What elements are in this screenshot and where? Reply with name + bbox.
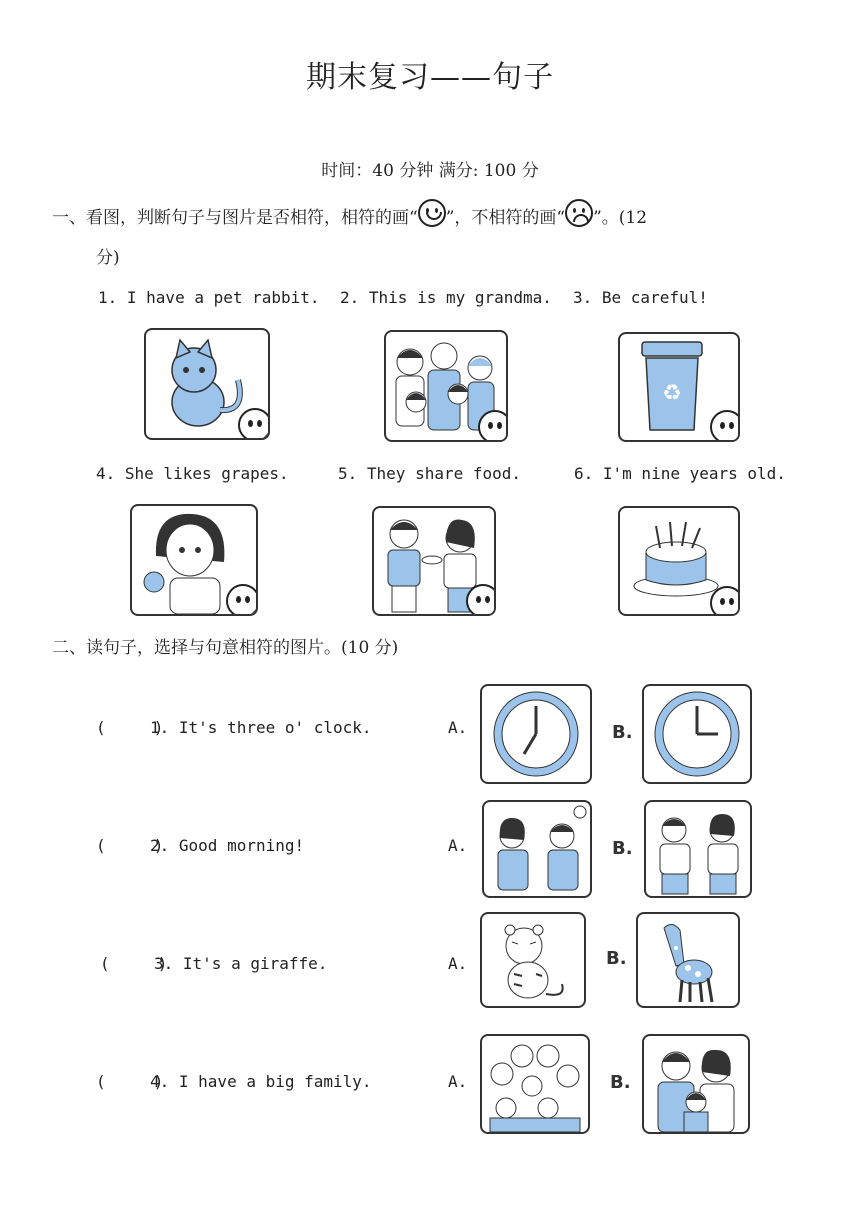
- smiley-icon[interactable]: [710, 410, 740, 442]
- svg-text:♻: ♻: [662, 381, 682, 406]
- q2-item-1: 1. It's three o' clock.: [150, 718, 372, 737]
- smiley-icon[interactable]: [238, 408, 270, 440]
- option-b-label: B.: [612, 722, 633, 743]
- option-b-label: B.: [610, 1072, 631, 1093]
- small-family-icon: [644, 1036, 748, 1132]
- smile-face-icon: [418, 199, 446, 227]
- q2-item-2: 2. Good morning!: [150, 836, 305, 855]
- s1-item-6: 6. I'm nine years old.: [574, 464, 786, 483]
- page-title: 期末复习——句子: [306, 60, 554, 95]
- s1-item-3: 3. Be careful!: [573, 288, 708, 307]
- birthday-cake-picture: [618, 506, 740, 616]
- kids-sharing-picture: [372, 506, 496, 616]
- section1-heading-line2: 分): [96, 248, 120, 268]
- clock-three-picture[interactable]: [642, 684, 752, 784]
- q2-item-3: 3. It's a giraffe.: [154, 954, 328, 973]
- option-b-label: B.: [606, 948, 627, 969]
- greeting-school-picture[interactable]: [644, 800, 752, 898]
- big-family-icon: [482, 1036, 588, 1132]
- cat-picture: [144, 328, 270, 440]
- option-a-label: A.: [448, 718, 468, 737]
- smiley-icon[interactable]: [466, 584, 496, 616]
- section1-heading: 一、看图，判断句子与图片是否相符，相符的画“ ”，不相符的画“ ”。(12: [52, 198, 842, 238]
- girl-with-fruit-picture: [130, 504, 258, 616]
- s1-item-1: 1. I have a pet rabbit.: [98, 288, 320, 307]
- clock-seven-picture[interactable]: [480, 684, 592, 784]
- tiger-icon: [482, 914, 584, 1006]
- tiger-picture[interactable]: [480, 912, 586, 1008]
- answer-blank-2[interactable]: ( ): [96, 836, 164, 855]
- greeting-morning-picture[interactable]: [482, 800, 592, 898]
- option-a-label: A.: [448, 954, 468, 973]
- option-a-label: A.: [448, 1072, 468, 1091]
- answer-blank-3[interactable]: ( ): [100, 954, 168, 973]
- giraffe-icon: [638, 914, 738, 1006]
- small-family-picture[interactable]: [642, 1034, 750, 1134]
- kids-waving-icon: [484, 802, 590, 896]
- clock-icon: [482, 686, 590, 782]
- option-b-label: B.: [612, 838, 633, 859]
- s1-item-2: 2. This is my grandma.: [340, 288, 552, 307]
- sad-face-icon: [565, 199, 593, 227]
- big-family-picture[interactable]: [480, 1034, 590, 1134]
- answer-blank-4[interactable]: ( ): [96, 1072, 164, 1091]
- family-picture: [384, 330, 508, 442]
- exam-meta: 时间：40 分钟 满分: 100 分: [321, 161, 539, 181]
- s1-item-5: 5. They share food.: [338, 464, 522, 483]
- smiley-icon[interactable]: [226, 584, 258, 616]
- s1-item-4: 4. She likes grapes.: [96, 464, 289, 483]
- smiley-icon[interactable]: [478, 410, 508, 442]
- smiley-icon[interactable]: [710, 586, 740, 616]
- kids-waving-icon: [646, 802, 750, 896]
- clock-icon: [644, 686, 750, 782]
- q2-item-4: 4. I have a big family.: [150, 1072, 372, 1091]
- recycle-bin-picture: [618, 332, 740, 442]
- answer-blank-1[interactable]: ( ): [96, 718, 164, 737]
- section2-heading: 二、读句子，选择与句意相符的图片。(10 分): [52, 638, 399, 658]
- giraffe-picture[interactable]: [636, 912, 740, 1008]
- option-a-label: A.: [448, 836, 468, 855]
